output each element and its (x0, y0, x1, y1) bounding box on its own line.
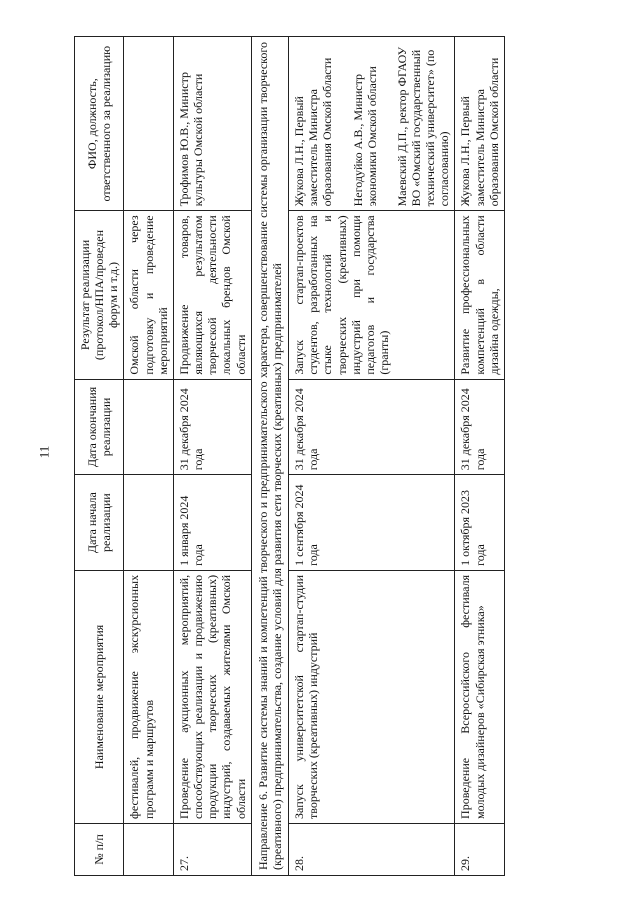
row-result: Развитие профессиональных компетенций в области дизайна одежды, (455, 211, 504, 379)
row-name: Проведение аукционных мероприятий, способствующих реализации и продвижению продукции творческих (креативных) индустрий, создаваемых жителями Омской области (173, 570, 251, 823)
events-table (74, 36, 505, 876)
table-header-row (75, 37, 124, 876)
row-name: Запуск университетской стартап-студии творческих (креативных) индустрий (289, 570, 455, 823)
rotated-table-container (74, 36, 617, 876)
header-result: Результат реализации (протокол/НПА/проведен форум и т.д.) (75, 211, 124, 379)
header-name: Наименование мероприятия (75, 570, 124, 823)
row-responsible: Трофимов Ю.В., Министр культуры Омской области (173, 37, 251, 211)
responsible-2: Негодуйко А.В., Министр экономики Омской области (350, 66, 379, 207)
row-responsible (289, 37, 455, 211)
row-responsible (455, 37, 504, 211)
row-num (124, 823, 173, 875)
row-name: фестивалей, продвижение экскурсионных программ и маршрутов (124, 570, 173, 823)
table-row (455, 37, 504, 876)
responsible-3: Маевский Д.П., ректор ФГАОУ ВО «Омский государственный технический университет» (по согласованию) (394, 46, 452, 207)
header-end: Дата окончания реализации (75, 379, 124, 475)
row-start: 1 сентября 2024 года (289, 475, 455, 571)
row-num: 28. (289, 823, 455, 875)
row-end: 31 декабря 2024 года (289, 379, 455, 475)
row-num: 27. (173, 823, 251, 875)
header-start: Дата начала реализации (75, 475, 124, 571)
row-end (124, 379, 173, 475)
responsible-1: Жукова Л.Н., Первый заместитель Министра образования Омской области (292, 57, 335, 207)
row-start (124, 475, 173, 571)
row-result: Продвижение товаров, являющихся результатом творческой деятельности локальных брендов Омской области (173, 211, 251, 379)
direction-heading: Направление 6. Развитие системы знаний и компетенций творческого и предпринимательского характера, совершенствование системы организации творческого (креативного) предпринимательства, создание условий для развития сети творческих (креативных) предпринимателей (251, 37, 288, 876)
row-end: 31 декабря 2024 года (173, 379, 251, 475)
row-num: 29. (455, 823, 504, 875)
header-responsible: ФИО, должность, ответственного за реализацию (75, 37, 124, 211)
table-row (173, 37, 251, 876)
table-row (124, 37, 173, 876)
page-number: 11 (36, 445, 52, 459)
responsible-1: Жукова Л.Н., Первый заместитель Министра образования Омской области (458, 57, 501, 207)
row-name: Проведение Всероссийского фестиваля молодых дизайнеров «Сибирская этника» (455, 570, 504, 823)
header-num: № п/п (75, 823, 124, 875)
row-responsible (124, 37, 173, 211)
table-row (289, 37, 455, 876)
row-start: 1 октября 2023 года (455, 475, 504, 571)
row-result: Омской области через подготовку и проведение мероприятий (124, 211, 173, 379)
direction-row (251, 37, 288, 876)
row-start: 1 января 2024 года (173, 475, 251, 571)
row-result: Запуск стартап-проектов студентов, разработанных на стыке технологий и творческих (креативных) индустрий при помощи педагогов и государства (гранты) (289, 211, 455, 379)
row-end: 31 декабря 2024 года (455, 379, 504, 475)
